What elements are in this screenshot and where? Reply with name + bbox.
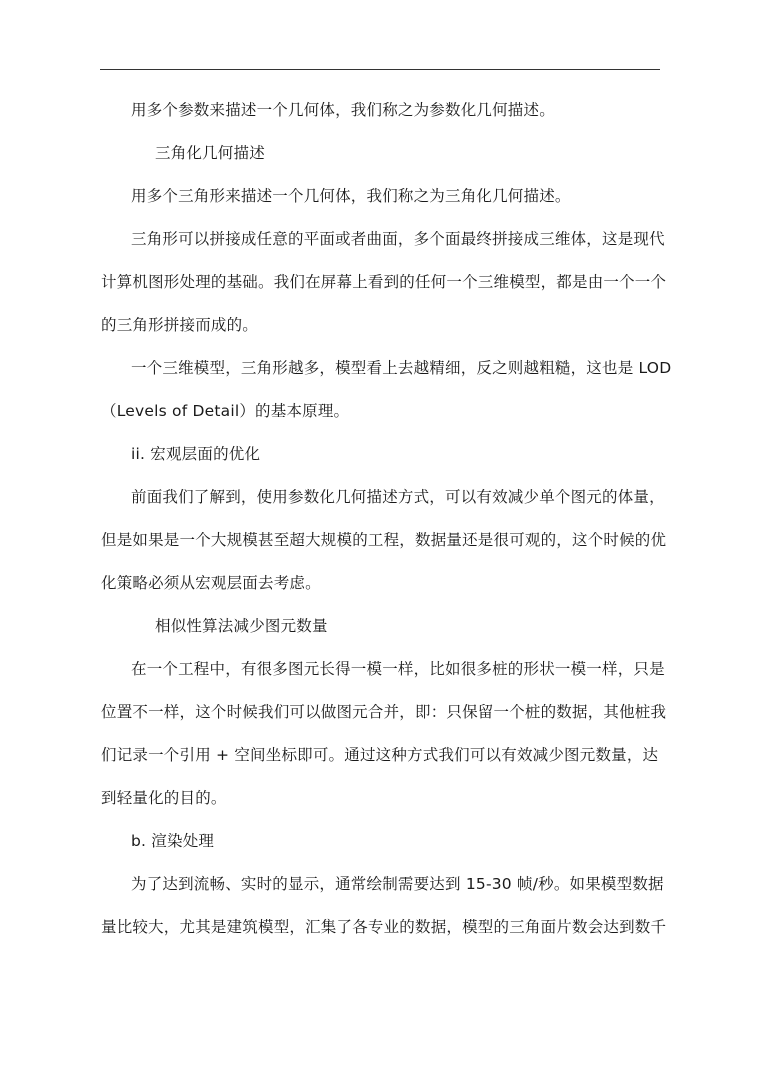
paragraph-line: 但是如果是一个大规模甚至超大规模的工程，数据量还是很可观的，这个时候的优 [101, 531, 667, 549]
paragraph-line: 量比较大，尤其是建筑模型，汇集了各专业的数据，模型的三角面片数会达到数千 [101, 918, 667, 936]
paragraph-line: （Levels of Detail）的基本原理。 [101, 402, 350, 420]
paragraph-line: 三角形可以拼接成任意的平面或者曲面，多个面最终拼接成三维体，这是现代 [131, 230, 665, 248]
paragraph-line: 前面我们了解到，使用参数化几何描述方式，可以有效减少单个图元的体量， [131, 488, 665, 506]
section-heading-rendering: b. 渲染处理 [131, 832, 215, 850]
paragraph-line: 为了达到流畅、实时的显示，通常绘制需要达到 15-30 帧/秒。如果模型数据 [131, 875, 664, 893]
section-heading-macro: ii. 宏观层面的优化 [131, 445, 261, 463]
header-rule [100, 69, 660, 70]
paragraph-line: 在一个工程中，有很多图元长得一模一样，比如很多桩的形状一模一样，只是 [131, 660, 665, 678]
paragraph-line: 用多个三角形来描述一个几何体，我们称之为三角化几何描述。 [131, 187, 571, 205]
subheading-similarity: 相似性算法减少图元数量 [155, 617, 328, 635]
paragraph-line: 一个三维模型，三角形越多，模型看上去越精细，反之则越粗糙，这也是 LOD [131, 359, 672, 377]
paragraph-line: 们记录一个引用 + 空间坐标即可。通过这种方式我们可以有效减少图元数量，达 [101, 746, 659, 764]
paragraph-line: 到轻量化的目的。 [101, 789, 227, 807]
subheading-triangulated: 三角化几何描述 [155, 144, 265, 162]
paragraph-line: 的三角形拼接而成的。 [101, 316, 259, 334]
paragraph-line: 用多个参数来描述一个几何体，我们称之为参数化几何描述。 [131, 101, 555, 119]
paragraph-line: 位置不一样，这个时候我们可以做图元合并，即：只保留一个桩的数据，其他桩我 [101, 703, 667, 721]
paragraph-line: 计算机图形处理的基础。我们在屏幕上看到的任何一个三维模型，都是由一个一个 [101, 273, 667, 291]
paragraph-line: 化策略必须从宏观层面去考虑。 [101, 574, 321, 592]
